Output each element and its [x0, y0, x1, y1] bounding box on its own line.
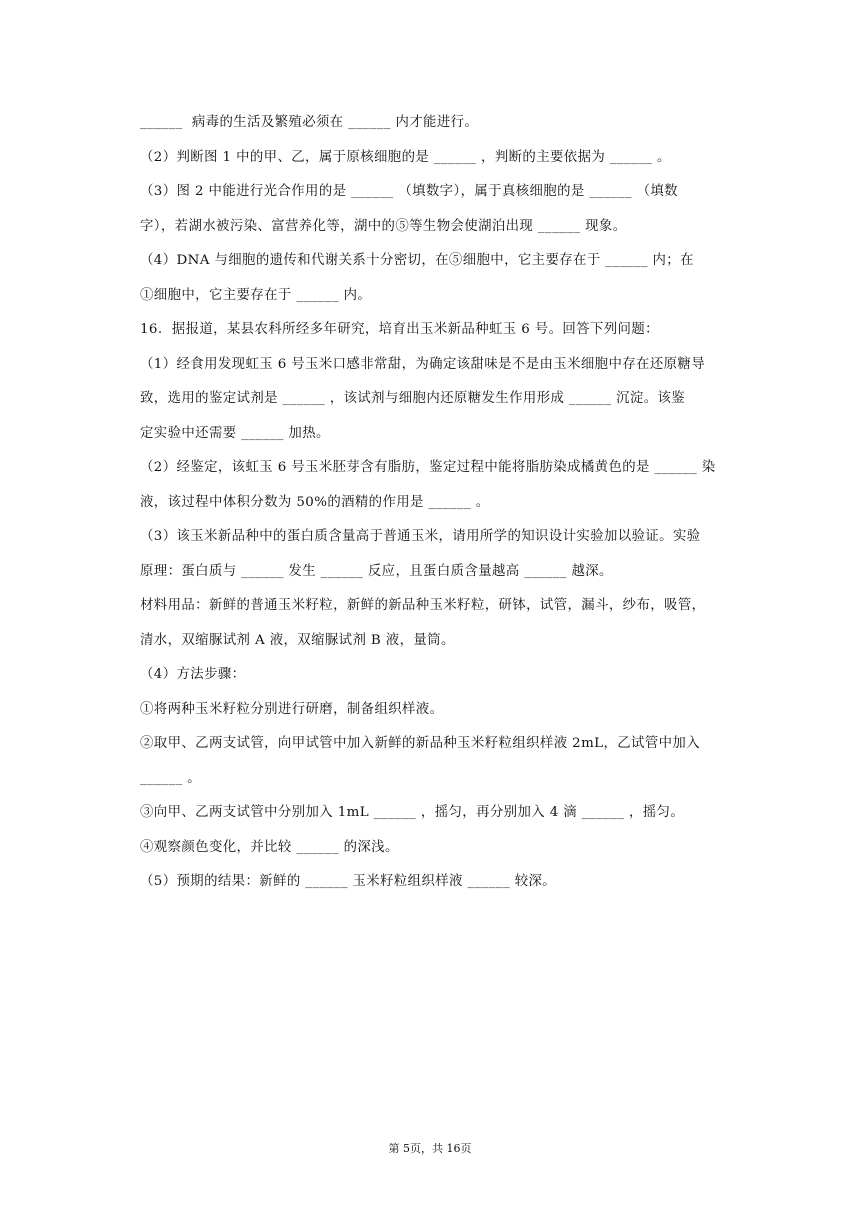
text-line: 液，该过程中体积分数为 50%的酒精的作用是 ______ 。: [140, 494, 490, 510]
text-line: ______ 病毒的生活及繁殖必须在 ______ 内才能进行。: [140, 115, 479, 130]
text-line: （1）经食用发现虹玉 6 号玉米口感非常甜，为确定该甜味是不是由玉米细胞中存在还原糖导: [140, 356, 705, 372]
text-line: 清水，双缩脲试剂 A 液，双缩脲试剂 B 液，量筒。: [140, 632, 455, 648]
text-line: 字），若湖水被污染、富营养化等，湖中的⑤等生物会使湖泊出现 ______ 现象。: [140, 218, 627, 234]
text-line: （5）预期的结果：新鲜的 ______ 玉米籽粒组织样液 ______ 较深。: [140, 874, 557, 889]
text-line: （4）方法步骤：: [140, 667, 246, 682]
text-line: 致，选用的鉴定试剂是 ______ ，该试剂与细胞内还原糖发生作用形成 ______ 沉淀。该鉴: [140, 391, 686, 406]
text-line: （4）DNA 与细胞的遗传和代谢关系十分密切，在⑤细胞中，它主要存在于 ______ 内；在: [140, 253, 694, 268]
text-line: 材料用品：新鲜的普通玉米籽粒，新鲜的新品种玉米籽粒，研钵，试管，漏斗，纱布，吸管，: [140, 598, 706, 613]
text-line: （3）该玉米新品种中的蛋白质含量高于普通玉米，请用所学的知识设计实验加以验证。实验: [140, 529, 701, 544]
text-line: （3）图 2 中能进行光合作用的是 ______ （填数字），属于真核细胞的是 ______ （填数: [140, 184, 678, 199]
page-footer: 第 5页，共 16页: [388, 1142, 472, 1155]
text-line: ④观察颜色变化，并比较 ______ 的深浅。: [140, 839, 399, 855]
text-line: ①将两种玉米籽粒分别进行研磨，制备组织样液。: [140, 701, 444, 717]
text-line: （2）经鉴定，该虹玉 6 号玉米胚芽含有脂肪，鉴定过程中能将脂肪染成橘黄色的是 ______ 染: [140, 460, 716, 475]
text-line: ______ 。: [140, 770, 202, 786]
text-line: ③向甲、乙两支试管中分别加入 1mL ______ ，摇匀，再分别加入 4 滴 ______ ，摇匀。: [140, 805, 685, 820]
text-line: ②取甲、乙两支试管，向甲试管中加入新鲜的新品种玉米籽粒组织样液 2mL，乙试管中加入: [140, 736, 701, 751]
question-16-heading: 16. 据报道，某县农科所经多年研究，培育出玉米新品种虹玉 6 号。回答下列问题：: [140, 322, 659, 337]
text-line: 定实验中还需要 ______ 加热。: [140, 425, 330, 441]
text-line: ①细胞中，它主要存在于 ______ 内。: [140, 287, 372, 303]
text-line: （2）判断图 1 中的甲、乙，属于原核细胞的是 ______ ，判断的主要依据为 ______ 。: [140, 149, 671, 165]
document-body: [140, 106, 752, 900]
text-line: 原理：蛋白质与 ______ 发生 ______ 反应，且蛋白质含量越高 ______ 越深。: [140, 563, 613, 579]
